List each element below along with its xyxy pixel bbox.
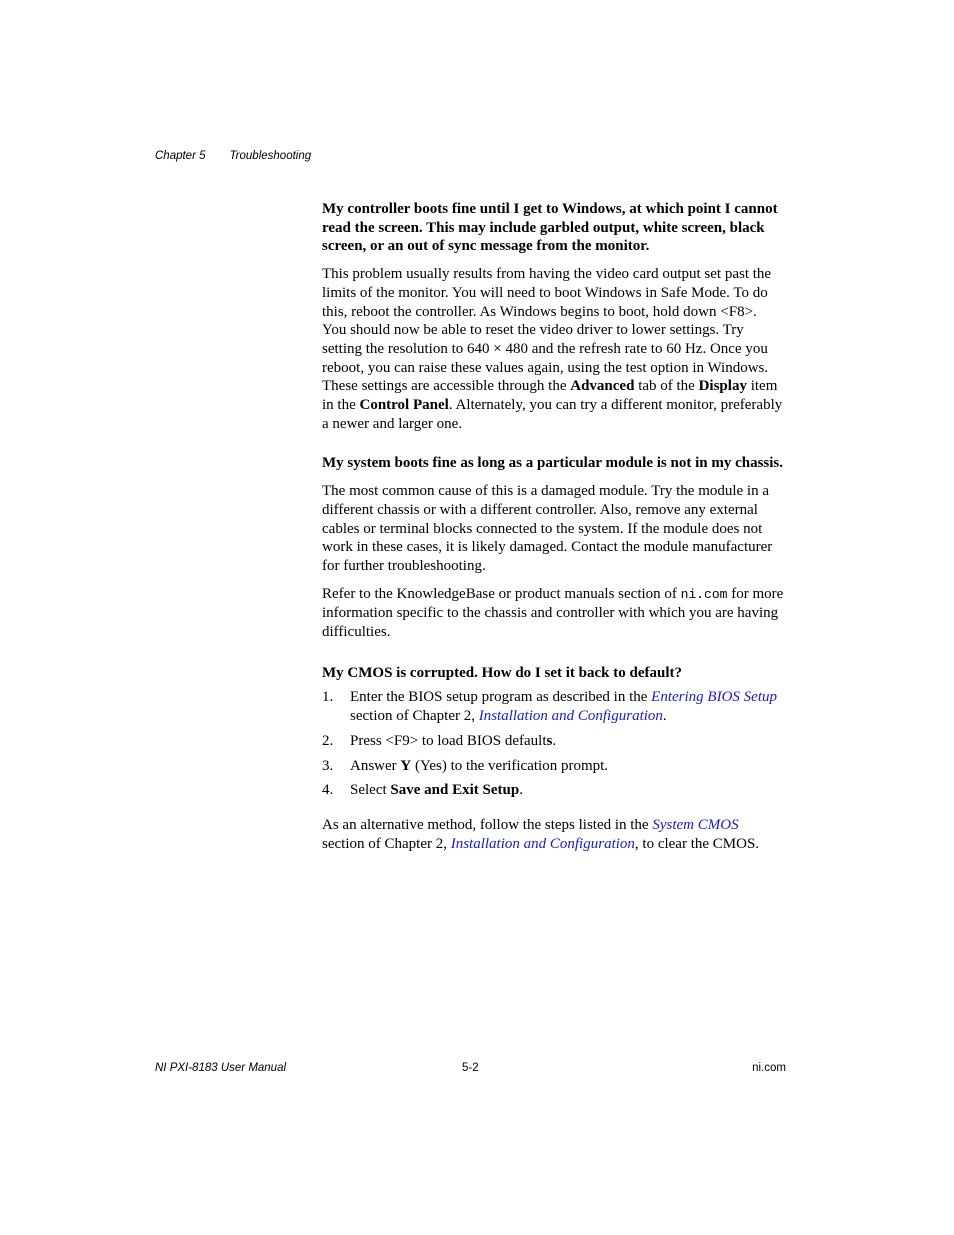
page-number: 5-2 [462, 1062, 479, 1074]
step-number: 2. [322, 732, 334, 749]
knowledgebase-paragraph [322, 585, 784, 642]
text-run: section of Chapter 2, [322, 835, 451, 852]
display-item-term: Display [698, 378, 747, 395]
text-run: item in the [322, 378, 778, 414]
list-item [322, 781, 784, 800]
ni-com-code: ni.com [680, 586, 728, 602]
question-heading-windows: My controller boots fine until I get to Windows, at which point I cannot read the screen. This may include garbled output, white screen, black screen, or an out of sync message from the monitor. [322, 201, 778, 255]
question-heading-cmos: My CMOS is corrupted. How do I set it back to default? [322, 664, 682, 681]
entering-bios-setup-link[interactable]: Entering BIOS Setup [651, 689, 777, 706]
list-item [322, 757, 784, 776]
text-run: for more information specific to the chassis and controller with which you are having difficulties. [322, 585, 784, 641]
step-number: 4. [322, 782, 334, 799]
bold-text: Y [400, 757, 412, 774]
text-run: , to clear the CMOS. [634, 835, 760, 852]
answer-paragraph-module: The most common cause of this is a damaged module. Try the module in a different chassis or with a different controller. Also, remove any external cables or terminal blocks connected to the system. If the module does not work in these cases, it is likely damaged. Contact the module manufacturer for further troubleshooting. [322, 483, 773, 574]
advanced-tab-term: Advanced [570, 378, 635, 395]
text-run: Refer to the KnowledgeBase or product manuals section of [322, 585, 681, 602]
answer-paragraph-windows [322, 265, 784, 433]
running-header [155, 150, 311, 162]
control-panel-term: Control Panel [359, 397, 449, 414]
list-item [322, 732, 784, 751]
chapter-title: Troubleshooting [229, 150, 312, 162]
text-run: Press <F9> to load BIOS default [350, 732, 547, 749]
site-url: ni.com [752, 1062, 786, 1074]
text-run: . [662, 708, 667, 725]
step-number: 3. [322, 757, 334, 774]
text-run: . [519, 782, 523, 799]
alternative-method-paragraph [322, 816, 784, 853]
text-run: tab of the [634, 378, 699, 395]
manual-title: NI PXI-8183 User Manual [155, 1062, 287, 1074]
text-run: . Alternately, you can try a different monitor, preferably a newer and larger one. [322, 397, 783, 432]
text-run: As an alternative method, follow the steps listed in the [322, 816, 653, 833]
text-run: Enter the BIOS setup program as described in the [350, 689, 652, 706]
list-item [322, 688, 784, 725]
text-run: (Yes) to the verification prompt. [411, 757, 609, 774]
system-cmos-link[interactable]: System CMOS [652, 816, 739, 833]
page-footer [155, 1062, 786, 1078]
installation-configuration-link[interactable]: Installation and Configuration [478, 708, 663, 725]
main-content [322, 200, 784, 853]
text-run: Answer [350, 757, 401, 774]
installation-configuration-link[interactable]: Installation and Configuration [450, 835, 635, 852]
cmos-steps-list [322, 688, 784, 800]
chapter-label: Chapter 5 [155, 150, 206, 162]
text-run: section of Chapter 2, [350, 708, 479, 725]
text-run: This problem usually results from having the video card output set past the limits of the monitor. You will need to boot Windows in Safe Mode. To do this, reboot the controller. As Windows begins to boot, hold down <F8>. You should now be able to reset the video driver to lower settings. Try setting the resolution to 640 × 480 and the refresh rate to 60 Hz. Once you reboot, you can raise these values again, using the test option in Windows. These settings are accessible through the [322, 266, 772, 395]
text-run: Select [350, 782, 391, 799]
question-heading-module: My system boots fine as long as a particular module is not in my chassis. [322, 455, 784, 472]
bold-text: Save and Exit Setup [390, 782, 520, 799]
bold-text: s [546, 732, 553, 749]
step-number: 1. [322, 689, 334, 706]
text-run: . [552, 732, 557, 749]
